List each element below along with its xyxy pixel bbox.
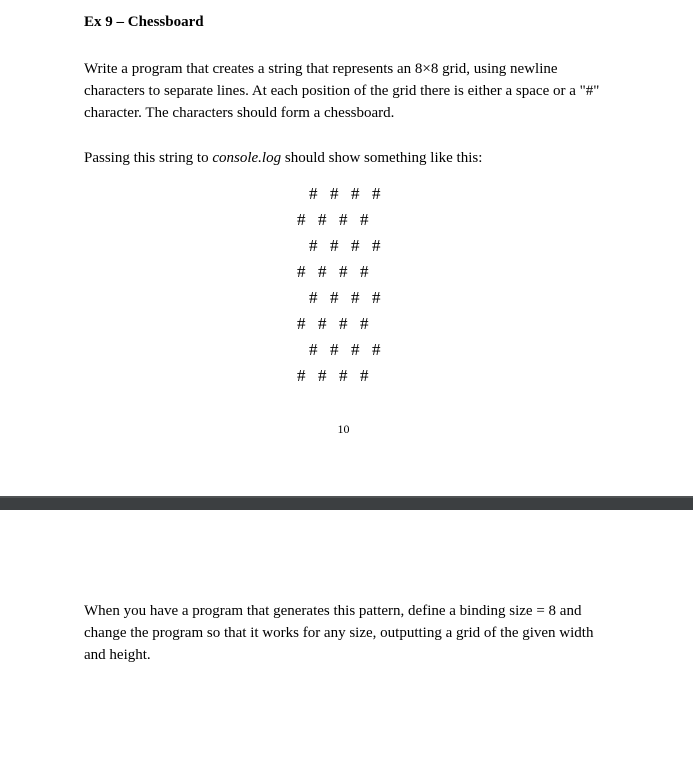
board-row bbox=[297, 311, 393, 337]
hash-glyph: # bbox=[318, 210, 327, 229]
exercise-title: Ex 9 – Chessboard bbox=[84, 14, 204, 30]
hash-glyph: # bbox=[339, 210, 348, 229]
hash-glyph: # bbox=[309, 236, 318, 255]
hash-glyph: # bbox=[330, 236, 339, 255]
hash-glyph: # bbox=[339, 262, 348, 281]
hash-glyph: # bbox=[372, 236, 381, 255]
hash-glyph: # bbox=[351, 236, 360, 255]
page-number-text: 10 bbox=[337, 422, 350, 436]
intro-paragraph bbox=[84, 58, 624, 124]
hash-glyph: # bbox=[360, 210, 369, 229]
hash-glyph: # bbox=[351, 340, 360, 359]
hash-glyph: # bbox=[318, 262, 327, 281]
board-row bbox=[297, 207, 393, 233]
size-line-3: and height. bbox=[84, 647, 151, 663]
size-line-2: change the program so that it works for any size, outputting a grid of the given width bbox=[84, 625, 594, 641]
board-row bbox=[297, 259, 393, 285]
size-line-1: When you have a program that generates this pattern, define a binding size = 8 and bbox=[84, 603, 582, 619]
hash-glyph: # bbox=[318, 366, 327, 385]
hash-glyph: # bbox=[297, 262, 306, 281]
page-separator bbox=[0, 496, 693, 510]
hash-glyph: # bbox=[372, 184, 381, 203]
hash-glyph: # bbox=[330, 288, 339, 307]
hash-glyph: # bbox=[330, 184, 339, 203]
hash-glyph: # bbox=[309, 184, 318, 203]
page-number bbox=[0, 422, 693, 437]
hash-glyph: # bbox=[318, 314, 327, 333]
intro-line-1: Write a program that creates a string that represents an 8×8 grid, using newline bbox=[84, 61, 558, 77]
size-paragraph bbox=[84, 600, 624, 666]
output-text-before: Passing this string to bbox=[84, 150, 213, 166]
hash-glyph: # bbox=[360, 366, 369, 385]
hash-glyph: # bbox=[372, 288, 381, 307]
hash-glyph: # bbox=[351, 288, 360, 307]
hash-glyph: # bbox=[297, 210, 306, 229]
hash-glyph: # bbox=[330, 340, 339, 359]
hash-glyph: # bbox=[339, 314, 348, 333]
hash-glyph: # bbox=[360, 262, 369, 281]
output-line bbox=[84, 147, 624, 169]
hash-glyph: # bbox=[351, 184, 360, 203]
hash-glyph: # bbox=[309, 288, 318, 307]
chessboard-output bbox=[297, 181, 393, 389]
console-log-code: console.log bbox=[212, 150, 282, 166]
output-paragraph bbox=[84, 147, 624, 169]
hash-glyph: # bbox=[297, 314, 306, 333]
intro-line-2: characters to separate lines. At each position of the grid there is either a space or a "#" bbox=[84, 83, 600, 99]
board-row bbox=[297, 285, 393, 311]
hash-glyph: # bbox=[360, 314, 369, 333]
hash-glyph: # bbox=[372, 340, 381, 359]
board-row bbox=[297, 363, 393, 389]
hash-glyph: # bbox=[309, 340, 318, 359]
board-row bbox=[297, 181, 393, 207]
output-text-after: should show something like this: bbox=[281, 150, 483, 166]
board-row bbox=[297, 337, 393, 363]
intro-line-3: character. The characters should form a chessboard. bbox=[84, 105, 395, 121]
hash-glyph: # bbox=[339, 366, 348, 385]
hash-glyph: # bbox=[297, 366, 306, 385]
board-row bbox=[297, 233, 393, 259]
